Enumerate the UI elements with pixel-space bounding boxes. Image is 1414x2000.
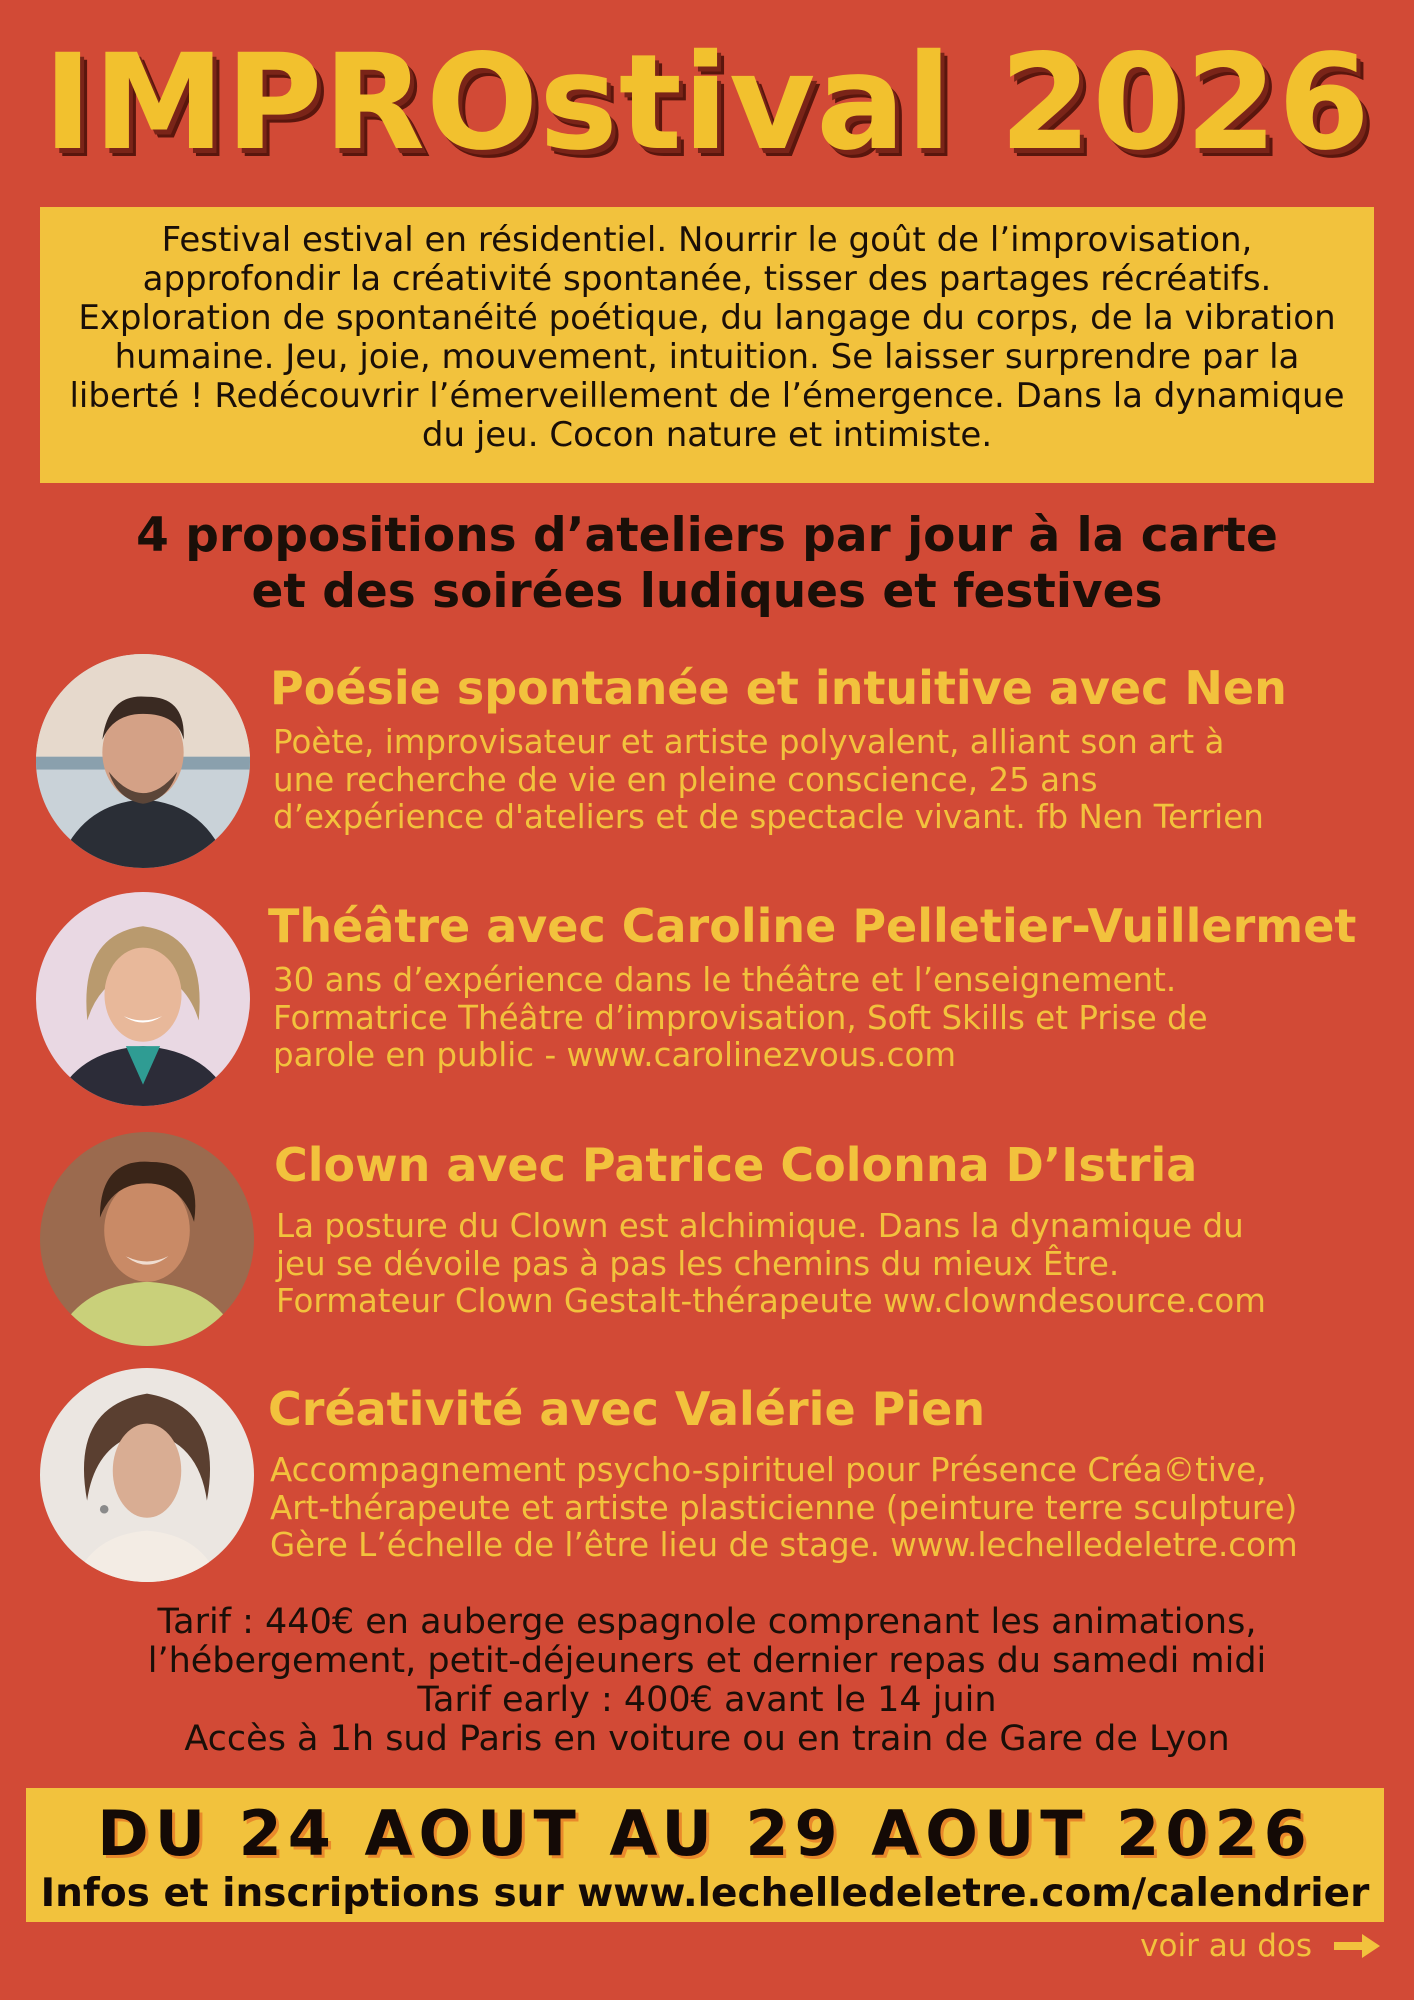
intro-box — [40, 207, 1374, 483]
workshop-creativite — [0, 1366, 1414, 1586]
pricing-line: l’hébergement, petit-déjeuners et dernier repas du samedi midi — [147, 1641, 1267, 1681]
arrow-right-icon — [1334, 1933, 1380, 1959]
workshop-title: Théâtre avec Caroline Pelletier-Vuillermet — [268, 899, 1357, 953]
registration-info: Infos et inscriptions sur www.lechelledeletre.com/calendrier — [40, 1871, 1370, 1916]
dates-box — [26, 1788, 1384, 1922]
desc-line: Formateur Clown Gestalt-thérapeute ww.clowndesource.com — [276, 1282, 1266, 1320]
desc-line: Poète, improvisateur et artiste polyvalent, alliant son art à — [273, 723, 1225, 761]
intro-text: Festival estival en résidentiel. Nourrir le goût de l’improvisation, approfondir la créativité spontanée, tisser des partages récréatifs. Exploration de spontanéité poétique, du langage du corps, de la vibration humaine. Jeu, joie, mouvement, intuition. Se laisser surprendre par la liberté ! Redécouvrir l’émerveillement de l’émergence. Dans la dynamique du jeu. Cocon nature et intimiste. — [69, 220, 1345, 455]
headline-line-2: et des soirées ludiques et festives — [251, 564, 1163, 619]
desc-line: Accompagnement psycho-spirituel pour Présence Créa©tive, — [270, 1451, 1267, 1489]
pricing-line: Tarif : 440€ en auberge espagnole comprenant les animations, — [157, 1602, 1257, 1642]
pricing-line: Accès à 1h sud Paris en voiture ou en train de Gare de Lyon — [184, 1719, 1230, 1759]
workshop-poesie — [0, 652, 1414, 872]
desc-line: d’expérience d'ateliers et de spectacle vivant. fb Nen Terrien — [273, 798, 1264, 836]
workshop-title: Clown avec Patrice Colonna D’Istria — [274, 1138, 1198, 1192]
avatar-patrice — [40, 1132, 254, 1346]
workshop-desc — [273, 962, 1208, 1075]
see-back-link[interactable] — [1140, 1928, 1380, 1964]
workshop-title: Créativité avec Valérie Pien — [268, 1382, 986, 1436]
desc-line: 30 ans d’expérience dans le théâtre et l’enseignement. — [273, 961, 1177, 999]
avatar-caroline — [36, 892, 250, 1106]
desc-line: Gère L’échelle de l’être lieu de stage. www.lechelledeletre.com — [270, 1526, 1298, 1564]
workshop-desc — [273, 724, 1264, 837]
avatar-valerie — [40, 1368, 254, 1582]
festival-dates: DU 24 AOUT AU 29 AOUT 2026 — [97, 1797, 1313, 1870]
desc-line: parole en public - www.carolinezvous.com — [273, 1036, 957, 1074]
workshop-title: Poésie spontanée et intuitive avec Nen — [270, 661, 1287, 715]
desc-line: jeu se dévoile pas à pas les chemins du mieux Être. — [276, 1244, 1120, 1283]
avatar-nen — [36, 654, 250, 868]
desc-line: La posture du Clown est alchimique. Dans la dynamique du — [276, 1207, 1244, 1245]
see-back-label: voir au dos — [1140, 1928, 1312, 1964]
desc-line: une recherche de vie en pleine conscience, 25 ans — [273, 760, 1098, 799]
festival-title: IMPROstival 2026 — [43, 26, 1371, 180]
workshop-clown — [0, 1130, 1414, 1350]
pricing-line: Tarif early : 400€ avant le 14 juin — [417, 1680, 997, 1720]
workshop-desc — [270, 1452, 1298, 1565]
workshops-headline — [0, 508, 1414, 620]
desc-line: Formatrice Théâtre d’improvisation, Soft Skills et Prise de — [273, 998, 1208, 1037]
headline-line-1: 4 propositions d’ateliers par jour à la carte — [136, 508, 1278, 563]
pricing-info — [0, 1603, 1414, 1759]
desc-line: Art-thérapeute et artiste plasticienne (peinture terre sculpture) — [270, 1488, 1298, 1527]
workshop-desc — [276, 1208, 1266, 1321]
workshop-theatre — [0, 890, 1414, 1110]
